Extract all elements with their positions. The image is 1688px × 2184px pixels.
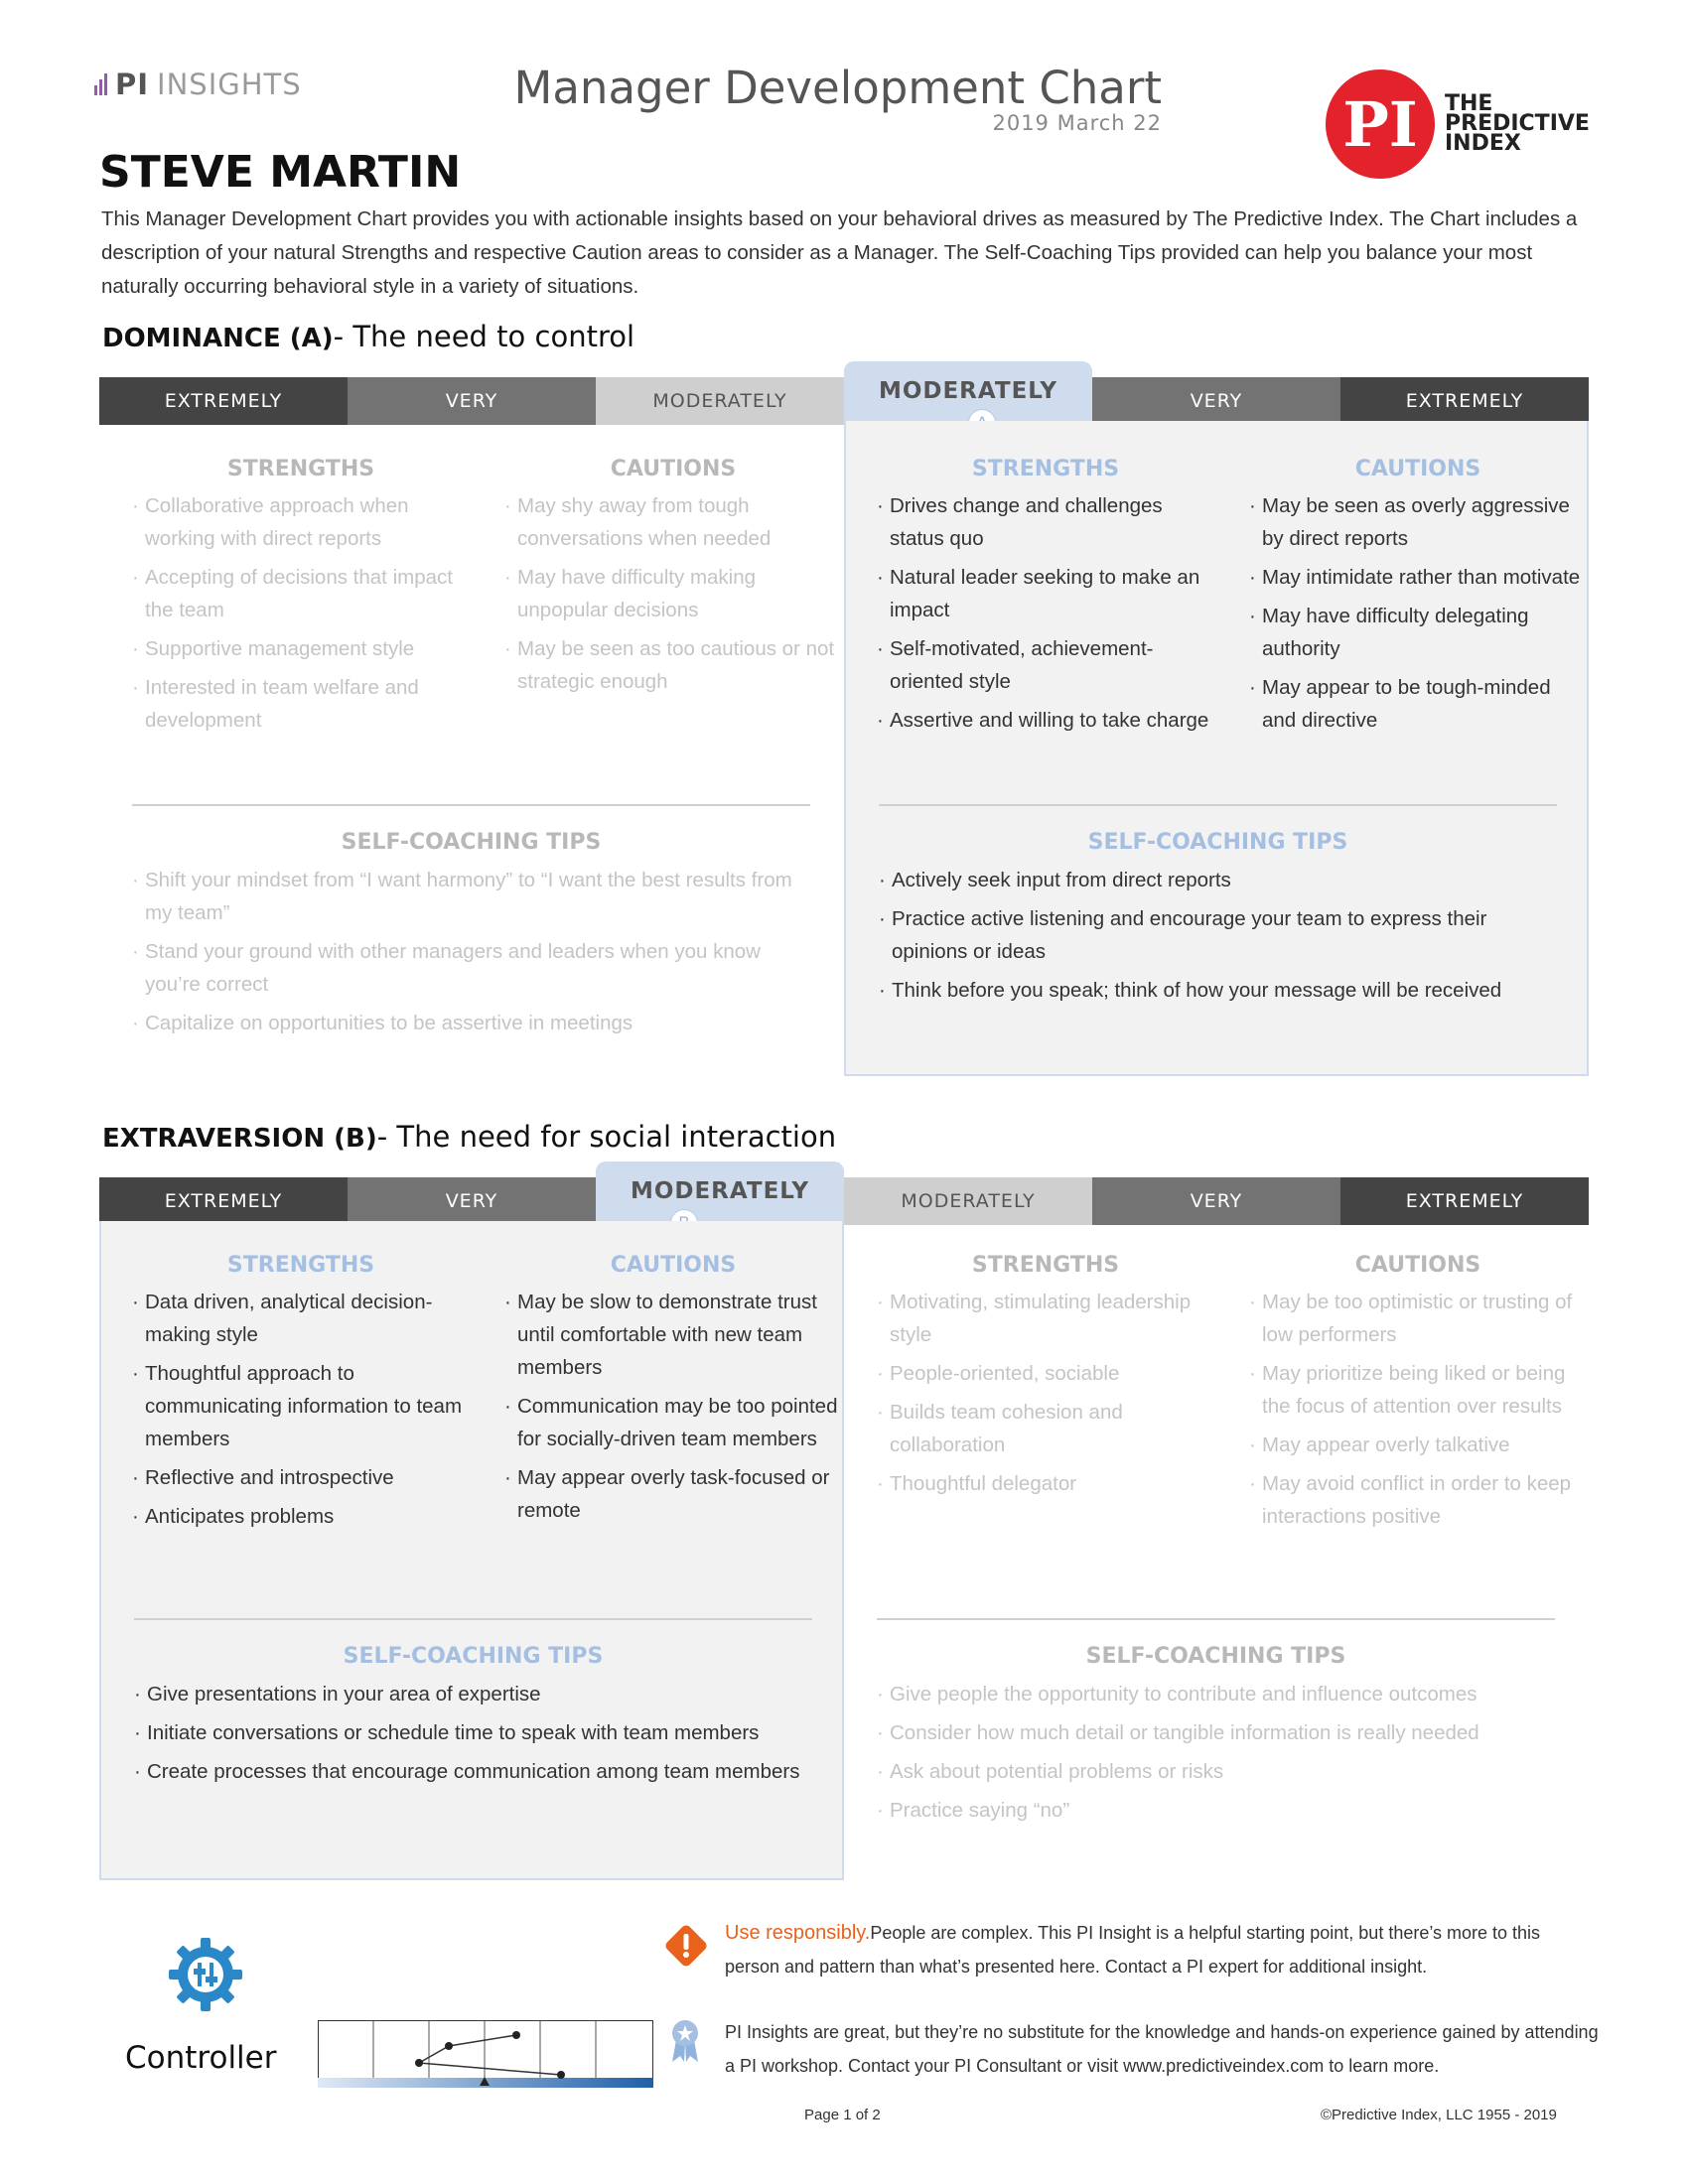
logo-text-line: PREDICTIVE — [1445, 111, 1590, 136]
page-number: Page 1 of 2 — [804, 2107, 881, 2123]
strengths-list — [877, 489, 1214, 737]
strengths-column — [877, 457, 1214, 743]
list-item: · May be seen as overly aggressive by direct reports — [1249, 489, 1587, 555]
cautions-column — [504, 1253, 842, 1533]
cautions-title: CAUTIONS — [1354, 1253, 1481, 1278]
extraversion-selected-tab: MODERATELY — [596, 1161, 844, 1221]
list-item: · Shift your mindset from “I want harmony” to “I want the best results from my team” — [132, 864, 817, 929]
strengths-column — [877, 1253, 1214, 1506]
scale-segment: MODERATELY — [844, 1177, 1092, 1225]
tips-title: SELF-COACHING TIPS — [1087, 830, 1348, 855]
section-title-extraversion — [102, 1120, 836, 1154]
list-item: · May prioritize being liked or being the focus of attention over results — [1249, 1357, 1587, 1423]
list-item: · May avoid conflict in order to keep interactions positive — [1249, 1467, 1587, 1533]
list-item: · May be seen as too cautious or not strategic enough — [504, 632, 842, 698]
section-title-bold: EXTRAVERSION (B) — [102, 1124, 377, 1154]
cautions-title: CAUTIONS — [610, 457, 737, 481]
list-item: · Anticipates problems — [132, 1500, 470, 1533]
workshop-note: PI Insights are great, but they’re no substitute for the knowledge and hands-on experience gained by attending a PI workshop. Contact your PI Consultant or visit www.predictiveindex.com to learn more. — [725, 2022, 1599, 2076]
tips-title: SELF-COACHING TIPS — [341, 830, 602, 855]
logo-mark: PI — [1326, 69, 1435, 179]
list-item: · Thoughtful delegator — [877, 1467, 1214, 1500]
strengths-title: STRENGTHS — [971, 1253, 1120, 1278]
scale-segment: VERY — [348, 1177, 596, 1225]
logo-text-line: INDEX — [1445, 131, 1521, 156]
strengths-list — [132, 1286, 470, 1533]
scale-segment: VERY — [348, 377, 596, 425]
list-item: · May appear overly task-focused or remote — [504, 1461, 842, 1527]
list-item: · May be too optimistic or trusting of low performers — [1249, 1286, 1587, 1351]
list-item: · May appear overly talkative — [1249, 1429, 1587, 1461]
list-item: · Capitalize on opportunities to be assertive in meetings — [132, 1007, 817, 1039]
list-item: · Consider how much detail or tangible information is really needed — [877, 1716, 1562, 1749]
tips-title: SELF-COACHING TIPS — [1085, 1644, 1346, 1669]
pi-insights-brand — [94, 68, 302, 101]
list-item: · Create processes that encourage communication among team members — [134, 1755, 819, 1788]
list-item: · Practice active listening and encourage your team to express their opinions or ideas — [879, 902, 1564, 968]
strengths-title: STRENGTHS — [226, 1253, 375, 1278]
extraversion-left-panel — [99, 1221, 844, 1880]
divider — [877, 1618, 1555, 1620]
section-title-dominance — [102, 320, 634, 353]
dominance-right-panel — [844, 421, 1589, 1076]
list-item: · Stand your ground with other managers and leaders when you know you’re correct — [132, 935, 817, 1001]
divider — [134, 1618, 812, 1620]
list-item: · Drives change and challenges status quo — [877, 489, 1214, 555]
warning-accent: Use responsibly. — [725, 1922, 871, 1944]
warning-icon — [663, 1923, 709, 1969]
profile-name: Controller — [125, 2040, 277, 2076]
tips-list — [879, 864, 1564, 1013]
scale-segment: EXTREMELY — [1340, 377, 1589, 425]
person-name: STEVE MARTIN — [99, 147, 462, 198]
list-item: · Thoughtful approach to communicating information to team members — [132, 1357, 470, 1455]
list-item: · Give people the opportunity to contribute and influence outcomes — [877, 1678, 1562, 1710]
extraversion-scale — [99, 1177, 1589, 1225]
predictive-index-logo — [1326, 69, 1590, 179]
section-title-rest: - The need to control — [333, 320, 635, 353]
list-item: · Reflective and introspective — [132, 1461, 470, 1494]
page-title: Manager Development Chart — [513, 62, 1162, 114]
logo-text-line: THE — [1445, 91, 1493, 116]
cautions-list — [1249, 1286, 1587, 1533]
strengths-column — [132, 1253, 470, 1539]
strengths-title: STRENGTHS — [971, 457, 1120, 481]
tips-list — [132, 864, 817, 1045]
strengths-title: STRENGTHS — [226, 457, 375, 481]
cautions-list — [504, 489, 842, 698]
scale-segment: VERY — [1092, 377, 1340, 425]
gear-icon — [169, 1938, 242, 2011]
pattern-mini-chart — [318, 2020, 655, 2090]
list-item: · Natural leader seeking to make an impact — [877, 561, 1214, 626]
dominance-selected-tab: MODERATELY — [844, 361, 1092, 421]
divider — [879, 804, 1557, 806]
scale-segment: EXTREMELY — [1340, 1177, 1589, 1225]
list-item: · May have difficulty making unpopular decisions — [504, 561, 842, 626]
strengths-list — [877, 1286, 1214, 1500]
brand-bold: PI — [115, 68, 150, 101]
scale-segment: EXTREMELY — [99, 377, 348, 425]
section-title-rest: - The need for social interaction — [376, 1120, 837, 1154]
use-responsibly-note — [725, 1916, 1599, 1983]
copyright: ©Predictive Index, LLC 1955 - 2019 — [1321, 2107, 1557, 2123]
list-item: · Motivating, stimulating leadership style — [877, 1286, 1214, 1351]
report-date: 2019 March 22 — [992, 111, 1162, 135]
section-title-bold: DOMINANCE (A) — [102, 324, 334, 353]
list-item: · Self-motivated, achievement-oriented style — [877, 632, 1214, 698]
cautions-column — [1249, 1253, 1587, 1539]
tips-list — [877, 1678, 1562, 1833]
list-item: · Give presentations in your area of expertise — [134, 1678, 819, 1710]
brand-light: INSIGHTS — [157, 68, 302, 101]
dominance-left-panel — [99, 425, 844, 1080]
award-ribbon-icon — [670, 2018, 700, 2064]
cautions-title: CAUTIONS — [610, 1253, 737, 1278]
list-item: · Practice saying “no” — [877, 1794, 1562, 1827]
logo-text — [1445, 91, 1590, 156]
list-item: · People-oriented, sociable — [877, 1357, 1214, 1390]
list-item: · Ask about potential problems or risks — [877, 1755, 1562, 1788]
strengths-column — [132, 457, 470, 743]
list-item: · Assertive and willing to take charge — [877, 704, 1214, 737]
scale-segment: VERY — [1092, 1177, 1340, 1225]
list-item: · May appear to be tough-minded and directive — [1249, 671, 1587, 737]
list-item: · Builds team cohesion and collaboration — [877, 1396, 1214, 1461]
bar-chart-icon — [94, 73, 107, 95]
list-item: · Data driven, analytical decision-making style — [132, 1286, 470, 1351]
cautions-list — [1249, 489, 1587, 737]
list-item: · Actively seek input from direct reports — [879, 864, 1564, 896]
list-item: · Accepting of decisions that impact the team — [132, 561, 470, 626]
list-item: · Think before you speak; think of how your message will be received — [879, 974, 1564, 1007]
list-item: · Communication may be too pointed for socially-driven team members — [504, 1390, 842, 1455]
list-item: · May be slow to demonstrate trust until comfortable with new team members — [504, 1286, 842, 1384]
tips-list — [134, 1678, 819, 1794]
list-item: · Interested in team welfare and development — [132, 671, 470, 737]
list-item: · May have difficulty delegating authority — [1249, 600, 1587, 665]
cautions-list — [504, 1286, 842, 1527]
list-item: · May intimidate rather than motivate — [1249, 561, 1587, 594]
intro-paragraph: This Manager Development Chart provides you with actionable insights based on your behavioral drives as measured by The Predictive Index. The Chart includes a description of your natural Strengths and respective Caution areas to consider as a Manager. The Self-Coaching Tips provided can help you balance your most naturally occurring behavioral style in a variety of situations. — [101, 207, 1578, 298]
list-item: · May shy away from tough conversations when needed — [504, 489, 842, 555]
cautions-column — [504, 457, 842, 704]
list-item: · Supportive management style — [132, 632, 470, 665]
scale-segment: EXTREMELY — [99, 1177, 348, 1225]
tips-title: SELF-COACHING TIPS — [343, 1644, 604, 1669]
list-item: · Initiate conversations or schedule time to speak with team members — [134, 1716, 819, 1749]
list-item: · Collaborative approach when working with direct reports — [132, 489, 470, 555]
extraversion-right-panel — [844, 1225, 1589, 1880]
cautions-title: CAUTIONS — [1354, 457, 1481, 481]
cautions-column — [1249, 457, 1587, 743]
warning-text: People are complex. This PI Insight is a helpful starting point, but there’s more to this person and pattern than what’s presented here. Contact a PI expert for additional insight. — [725, 1923, 1541, 1977]
strengths-list — [132, 489, 470, 737]
divider — [132, 804, 810, 806]
scale-segment: MODERATELY — [596, 377, 844, 425]
